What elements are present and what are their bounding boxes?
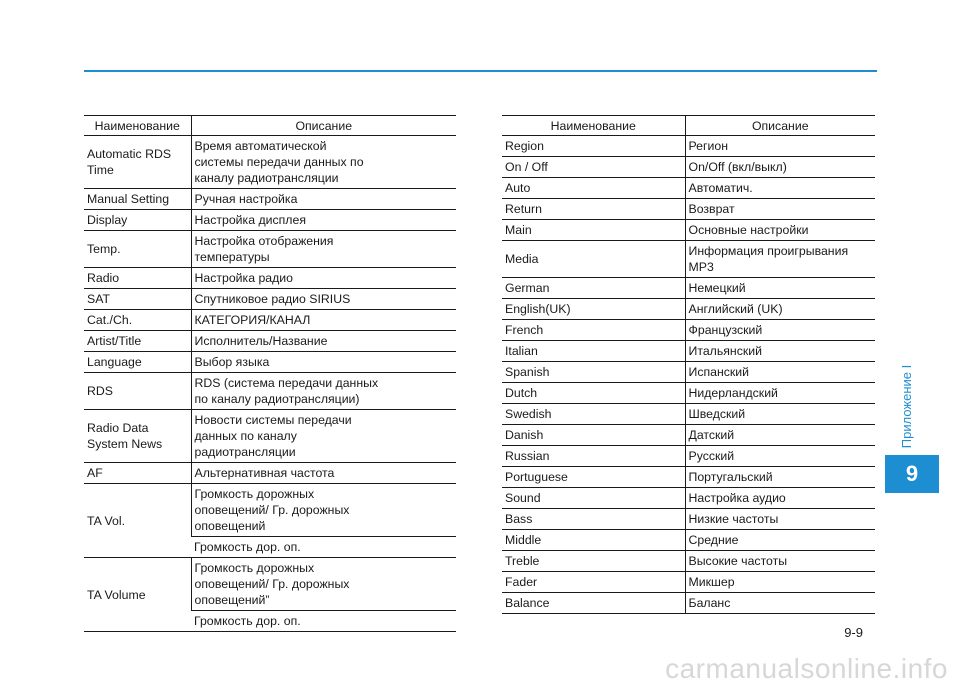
description-cell: Основные настройки	[685, 220, 875, 241]
term-cell: Display	[84, 210, 191, 231]
table-header-row	[84, 116, 456, 136]
term-cell: Spanish	[502, 362, 685, 383]
description-cell: Немецкий	[685, 278, 875, 299]
description-cell: Новости системы передачи данных по каналу радиотрансляции	[191, 410, 456, 463]
term-cell: Bass	[502, 509, 685, 530]
table-row	[84, 210, 456, 231]
description-cell: Испанский	[685, 362, 875, 383]
term-cell: TA Vol.	[84, 484, 191, 558]
table-row	[502, 509, 875, 530]
header-rule	[84, 70, 877, 72]
description-cell: Громкость дорожных оповещений/ Гр. дорожных оповещений”	[191, 558, 456, 611]
term-cell: Sound	[502, 488, 685, 509]
table-row	[84, 136, 456, 189]
term-cell: SAT	[84, 289, 191, 310]
description-cell: Громкость дор. оп.	[191, 611, 456, 632]
table-row	[84, 352, 456, 373]
description-cell: Французский	[685, 320, 875, 341]
description-cell: Громкость дорожных оповещений/ Гр. дорожных оповещений	[191, 484, 456, 537]
term-cell: Dutch	[502, 383, 685, 404]
table-row	[502, 178, 875, 199]
appendix-side-label: Приложение I	[899, 364, 915, 448]
column-header-name: Наименование	[502, 116, 685, 136]
term-cell: Temp.	[84, 231, 191, 268]
table-row	[84, 373, 456, 410]
term-cell: Radio Data System News	[84, 410, 191, 463]
table-row	[84, 231, 456, 268]
term-cell: On / Off	[502, 157, 685, 178]
table-row	[84, 189, 456, 210]
term-cell: Treble	[502, 551, 685, 572]
table-row	[502, 572, 875, 593]
table-row	[84, 410, 456, 463]
description-cell: Настройка аудио	[685, 488, 875, 509]
term-cell: Middle	[502, 530, 685, 551]
description-cell: Ручная настройка	[191, 189, 456, 210]
term-cell: Automatic RDS Time	[84, 136, 191, 189]
term-cell: French	[502, 320, 685, 341]
table-header-row	[502, 116, 875, 136]
table-row	[502, 278, 875, 299]
table-row	[84, 463, 456, 484]
left-glossary-table	[84, 115, 456, 632]
term-cell: RDS	[84, 373, 191, 410]
table-row	[502, 551, 875, 572]
description-cell: On/Off (вкл/выкл)	[685, 157, 875, 178]
description-cell: RDS (система передачи данных по каналу радиотрансляции)	[191, 373, 456, 410]
table-row	[502, 404, 875, 425]
table-row	[502, 157, 875, 178]
term-cell: TA Volume	[84, 558, 191, 632]
description-cell: Итальянский	[685, 341, 875, 362]
term-cell: Media	[502, 241, 685, 278]
description-cell: Возврат	[685, 199, 875, 220]
term-cell: AF	[84, 463, 191, 484]
term-cell: Cat./Ch.	[84, 310, 191, 331]
description-cell: Громкость дор. оп.	[191, 537, 456, 558]
table-row	[84, 484, 456, 537]
description-cell: Английский (UK)	[685, 299, 875, 320]
table-row	[84, 558, 456, 611]
description-cell: Русский	[685, 446, 875, 467]
table-row	[502, 199, 875, 220]
column-header-description: Описание	[685, 116, 875, 136]
description-cell: Альтернативная частота	[191, 463, 456, 484]
term-cell: Radio	[84, 268, 191, 289]
table-row	[502, 383, 875, 404]
description-cell: Высокие частоты	[685, 551, 875, 572]
description-cell: Время автоматической системы передачи данных по каналу радиотрансляции	[191, 136, 456, 189]
chapter-tab: 9	[885, 455, 939, 493]
description-cell: Автоматич.	[685, 178, 875, 199]
description-cell: Датский	[685, 425, 875, 446]
term-cell: English(UK)	[502, 299, 685, 320]
table-row	[502, 425, 875, 446]
table-row	[502, 530, 875, 551]
table-row	[502, 488, 875, 509]
table-row	[502, 593, 875, 614]
description-cell: Настройка дисплея	[191, 210, 456, 231]
term-cell: Return	[502, 199, 685, 220]
column-header-description: Описание	[191, 116, 456, 136]
term-cell: Portuguese	[502, 467, 685, 488]
term-cell: Swedish	[502, 404, 685, 425]
term-cell: Auto	[502, 178, 685, 199]
table-row	[502, 320, 875, 341]
description-cell: Исполнитель/Название	[191, 331, 456, 352]
term-cell: Balance	[502, 593, 685, 614]
term-cell: Danish	[502, 425, 685, 446]
description-cell: КАТЕГОРИЯ/КАНАЛ	[191, 310, 456, 331]
table-row	[84, 310, 456, 331]
term-cell: Fader	[502, 572, 685, 593]
description-cell: Микшер	[685, 572, 875, 593]
term-cell: Main	[502, 220, 685, 241]
page-number: 9-9	[844, 625, 863, 640]
column-header-name: Наименование	[84, 116, 191, 136]
description-cell: Спутниковое радио SIRIUS	[191, 289, 456, 310]
description-cell: Средние	[685, 530, 875, 551]
right-glossary-table	[502, 115, 875, 614]
description-cell: Баланс	[685, 593, 875, 614]
term-cell: Artist/Title	[84, 331, 191, 352]
term-cell: Language	[84, 352, 191, 373]
table-row	[502, 467, 875, 488]
description-cell: Низкие частоты	[685, 509, 875, 530]
description-cell: Настройка радио	[191, 268, 456, 289]
description-cell: Регион	[685, 136, 875, 157]
table-row	[502, 220, 875, 241]
table-row	[502, 136, 875, 157]
term-cell: Russian	[502, 446, 685, 467]
term-cell: Region	[502, 136, 685, 157]
table-row	[84, 268, 456, 289]
table-row	[84, 331, 456, 352]
term-cell: Italian	[502, 341, 685, 362]
description-cell: Португальский	[685, 467, 875, 488]
description-cell: Информация проигрывания MP3	[685, 241, 875, 278]
watermark: carmanualsonline.info	[665, 653, 948, 684]
table-row	[502, 446, 875, 467]
table-row	[502, 362, 875, 383]
term-cell: German	[502, 278, 685, 299]
description-cell: Выбор языка	[191, 352, 456, 373]
description-cell: Нидерландский	[685, 383, 875, 404]
description-cell: Настройка отображения температуры	[191, 231, 456, 268]
table-row	[502, 299, 875, 320]
table-row	[502, 241, 875, 278]
description-cell: Шведский	[685, 404, 875, 425]
term-cell: Manual Setting	[84, 189, 191, 210]
table-row	[84, 289, 456, 310]
table-row	[502, 341, 875, 362]
